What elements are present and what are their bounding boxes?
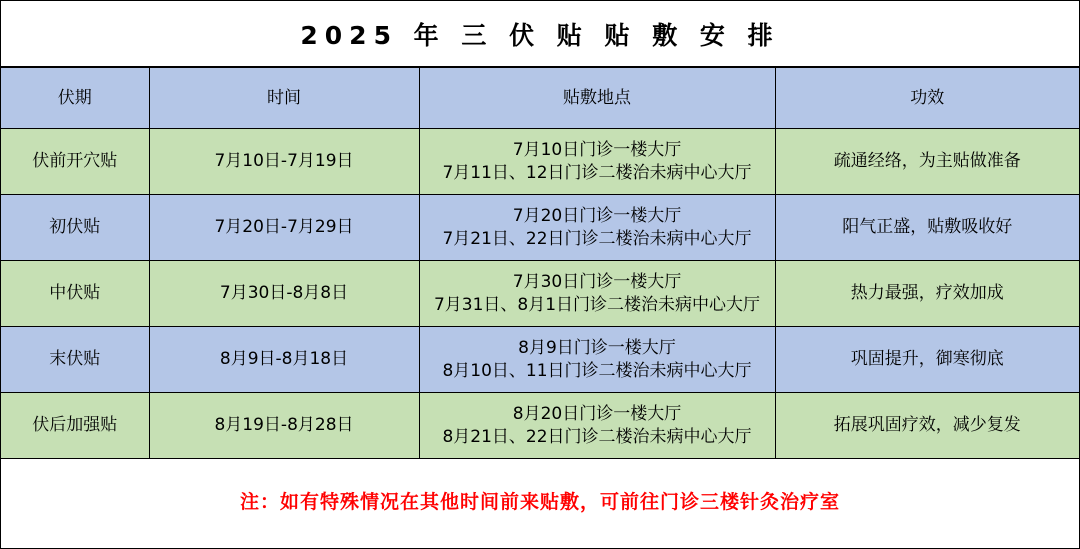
table-row	[1, 129, 1079, 195]
table-row	[1, 195, 1079, 261]
header-time: 时间	[149, 68, 419, 129]
cell-location	[419, 327, 775, 393]
cell-period: 末伏贴	[1, 327, 149, 393]
cell-location	[419, 129, 775, 195]
cell-effect: 拓展巩固疗效，减少复发	[775, 393, 1079, 459]
cell-period: 伏后加强贴	[1, 393, 149, 459]
cell-effect: 疏通经络，为主贴做准备	[775, 129, 1079, 195]
location-line-1: 7月20日门诊一楼大厅	[512, 205, 682, 226]
schedule-table	[1, 67, 1079, 459]
footnote: 注：如有特殊情况在其他时间前来贴敷，可前往门诊三楼针灸治疗室	[239, 491, 840, 513]
cell-time: 7月10日-7月19日	[149, 129, 419, 195]
header-effect: 功效	[775, 68, 1079, 129]
cell-effect: 巩固提升，御寒彻底	[775, 327, 1079, 393]
location-line-2: 8月21日、22日门诊二楼治未病中心大厅	[442, 426, 752, 447]
cell-effect: 热力最强，疗效加成	[775, 261, 1079, 327]
cell-location	[419, 195, 775, 261]
cell-time: 7月20日-7月29日	[149, 195, 419, 261]
location-line-2: 7月21日、22日门诊二楼治未病中心大厅	[442, 228, 752, 249]
table-row	[1, 261, 1079, 327]
cell-location	[419, 261, 775, 327]
cell-effect: 阳气正盛，贴敷吸收好	[775, 195, 1079, 261]
table-header-row	[1, 68, 1079, 129]
cell-time: 8月19日-8月28日	[149, 393, 419, 459]
location-line-2: 7月11日、12日门诊二楼治未病中心大厅	[442, 162, 752, 183]
location-line-1: 8月20日门诊一楼大厅	[512, 403, 682, 424]
header-period: 伏期	[1, 68, 149, 129]
location-line-1: 8月9日门诊一楼大厅	[518, 337, 676, 358]
cell-time: 8月9日-8月18日	[149, 327, 419, 393]
header-location: 贴敷地点	[419, 68, 775, 129]
cell-period: 初伏贴	[1, 195, 149, 261]
table-row	[1, 327, 1079, 393]
cell-period: 伏前开穴贴	[1, 129, 149, 195]
table-row	[1, 393, 1079, 459]
location-line-1: 7月10日门诊一楼大厅	[512, 139, 682, 160]
cell-location	[419, 393, 775, 459]
location-line-1: 7月30日门诊一楼大厅	[512, 271, 682, 292]
cell-time: 7月30日-8月8日	[149, 261, 419, 327]
page-title: 2025 年 三 伏 贴 贴 敷 安 排	[1, 1, 1079, 67]
location-line-2: 7月31日、8月1日门诊二楼治未病中心大厅	[433, 294, 761, 315]
location-line-2: 8月10日、11日门诊二楼治未病中心大厅	[442, 360, 752, 381]
cell-period: 中伏贴	[1, 261, 149, 327]
